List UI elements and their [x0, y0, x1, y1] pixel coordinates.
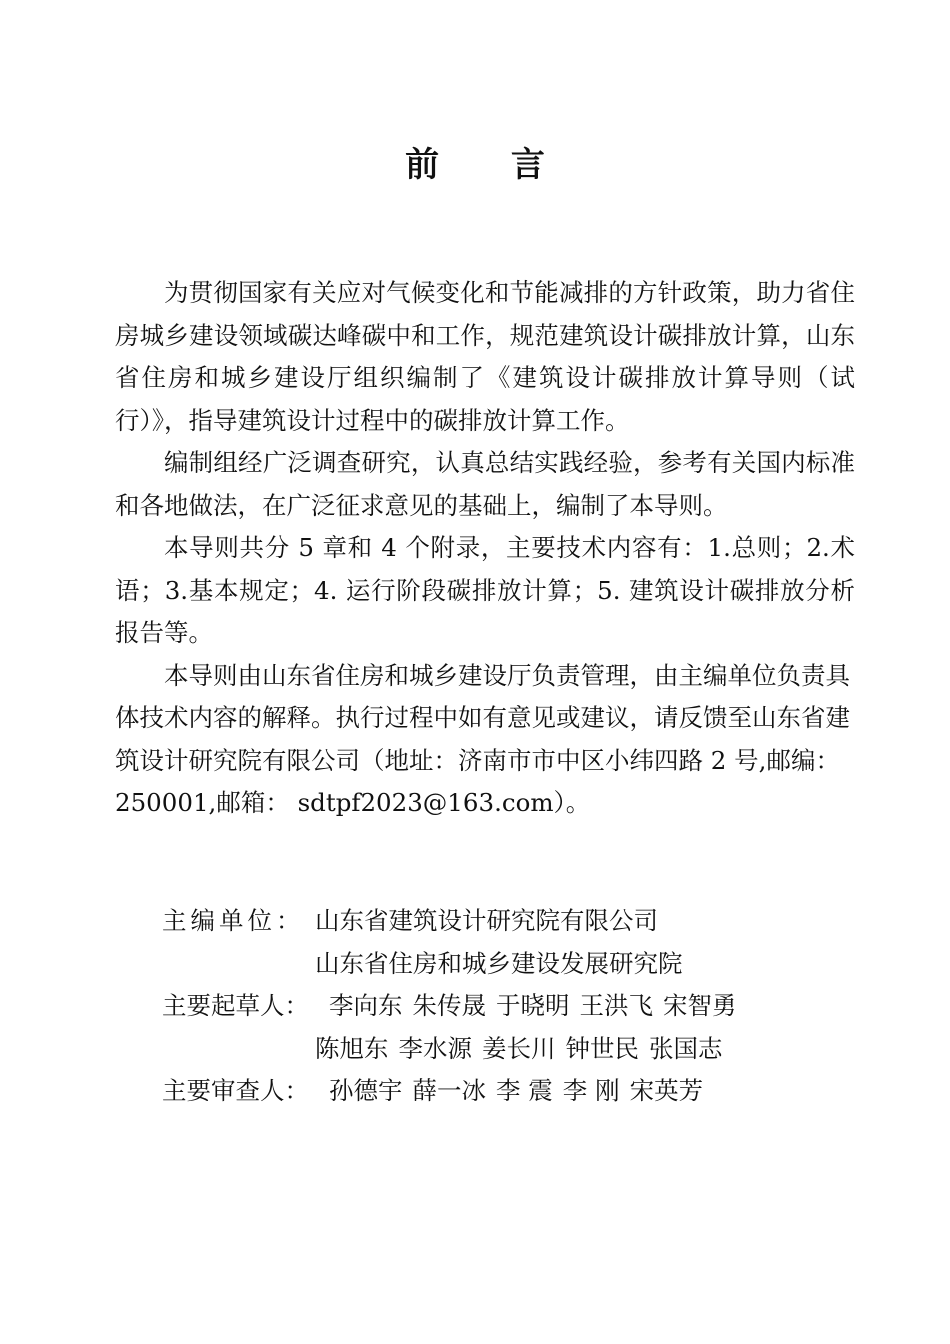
- reviewer-name: 宋英芳: [629, 1076, 704, 1105]
- reviewers-line: [315, 1070, 862, 1113]
- drafters-label: 主要起草人：: [162, 991, 309, 1020]
- paragraph-purpose: 为贯彻国家有关应对气候变化和节能减排的方针政策，助力省住房城乡建设领域碳达峰碳中和工作，规范建筑设计碳排放计算，山东省住房和城乡建设厅组织编制了《建筑设计碳排放计算导则（试行）》，指导建筑设计过程中的碳排放计算工作。: [115, 278, 855, 435]
- chief-unit: 山东省住房和城乡建设发展研究院: [315, 948, 683, 978]
- chief-units-values: [315, 900, 862, 985]
- drafter-name: 李向东: [329, 991, 403, 1020]
- reviewers-values: [315, 1070, 862, 1113]
- reviewer-name: 李 震: [496, 1076, 553, 1105]
- chief-units-label: 主编单位：: [162, 906, 305, 935]
- drafter-name: 姜长川: [482, 1033, 556, 1063]
- reviewers-row: [162, 1070, 862, 1113]
- credits-block: [162, 900, 862, 1113]
- drafter-name: 李水源: [398, 1033, 472, 1063]
- drafters-line: [315, 985, 862, 1028]
- drafters-values: [315, 985, 862, 1070]
- drafter-name: 朱传晟: [412, 991, 486, 1020]
- chief-units-row: [162, 900, 862, 985]
- drafter-name: 钟世民: [565, 1033, 639, 1063]
- reviewer-name: 李 刚: [562, 1076, 620, 1105]
- chief-unit: 山东省建筑设计研究院有限公司: [315, 906, 658, 935]
- reviewer-name: 孙德宇: [329, 1076, 403, 1105]
- paragraph-compilation: 编制组经广泛调查研究，认真总结实践经验，参考有关国内标准和各地做法，在广泛征求意见的基础上，编制了本导则。: [115, 448, 855, 520]
- drafter-name: 宋智勇: [663, 991, 737, 1020]
- reviewers-label: 主要审查人：: [162, 1076, 309, 1105]
- drafter-name: 陈旭东: [315, 1033, 389, 1063]
- drafters-row: [162, 985, 862, 1070]
- page-title: 前 言: [405, 145, 575, 185]
- drafter-name: 张国志: [649, 1033, 723, 1063]
- drafter-name: 于晓明: [496, 991, 570, 1020]
- paragraph-contents: 本导则共分 5 章和 4 个附录，主要技术内容有：1.总则；2.术语；3.基本规定；4. 运行阶段碳排放计算；5. 建筑设计碳排放分析报告等。: [115, 533, 855, 647]
- drafters-line: [162, 1028, 862, 1071]
- paragraph-management: 本导则由山东省住房和城乡建设厅负责管理，由主编单位负责具体技术内容的解释。执行过程中如有意见或建议，请反馈至山东省建筑设计研究院有限公司（地址：济南市市中区小纬四路 2 号,邮编：250001,邮箱： sdtpf2023@163.com）。: [115, 660, 850, 817]
- preface-body: [115, 272, 855, 825]
- reviewer-name: 薛一冰: [412, 1076, 486, 1105]
- drafter-name: 王洪飞: [579, 991, 653, 1020]
